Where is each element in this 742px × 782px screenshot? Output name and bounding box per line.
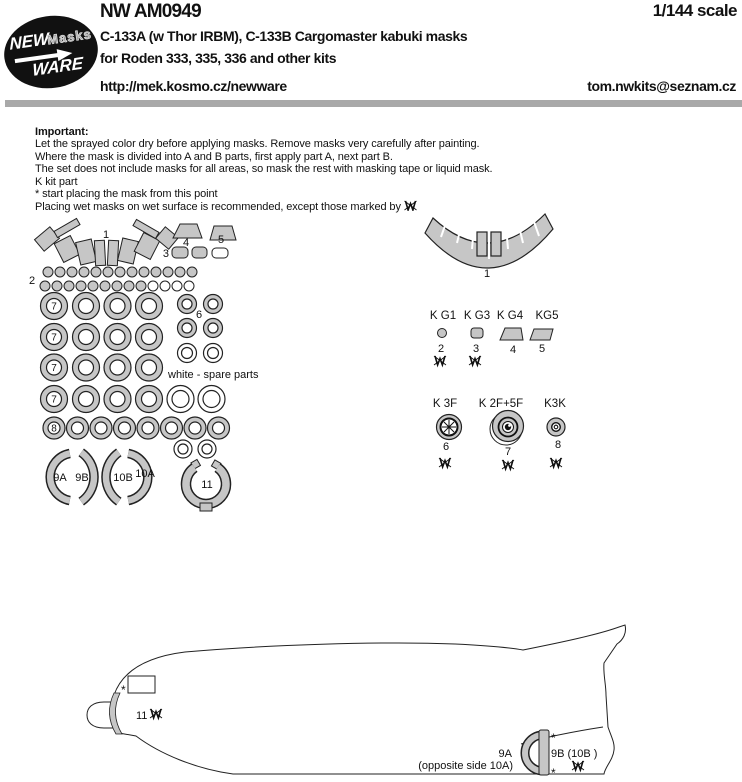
sheet-label-5: 5 <box>217 234 225 246</box>
mask-number: 6 <box>442 441 450 453</box>
wet-mark-icon <box>439 458 451 467</box>
mask-11-label: 11 <box>136 710 148 722</box>
canopy-placement-diagram <box>425 214 553 268</box>
part6-spare-rings <box>178 344 223 363</box>
wet-mark-icon <box>469 356 481 365</box>
kit-ref-label: K 2F+5F <box>478 398 524 410</box>
product-subtitle: for Roden 333, 335, 336 and other kits <box>100 50 337 66</box>
sheet-label-10a: 10A <box>135 468 155 480</box>
opposite-side-note: (opposite side 10A) <box>418 760 513 772</box>
part2-circle-row-top <box>43 267 197 277</box>
part7-number: 7 <box>51 301 57 313</box>
instruction-line: K kit part <box>35 175 78 188</box>
part7-number: 7 <box>51 363 57 374</box>
mask-shape-3 <box>471 328 483 338</box>
mask-shape-5 <box>530 329 553 340</box>
mask-number: 7 <box>504 446 512 458</box>
start-point-star: * <box>551 766 556 780</box>
wet-mark-icon <box>502 460 514 469</box>
kit-ref-label: K3K <box>544 398 566 410</box>
canopy-mask-pieces-sheet <box>35 218 179 265</box>
sheet-label-6: 6 <box>195 309 203 321</box>
mask-number: 3 <box>472 343 480 355</box>
part7-number: 7 <box>51 332 57 344</box>
sheet-label-2: 2 <box>29 275 36 287</box>
start-point-star: * <box>551 731 556 745</box>
kg-parts-group <box>430 310 559 365</box>
mask-shape-4 <box>500 328 523 340</box>
fuselage-diagram <box>87 625 626 780</box>
wet-mark-icon <box>434 356 446 365</box>
sheet-label-10b: 10B <box>113 472 133 484</box>
product-code: NW AM0949 <box>100 1 201 22</box>
mask-9a-label: 9A <box>498 748 512 760</box>
mask-9b-label: 9B (10B ) <box>551 748 598 760</box>
logo-text-masks: Masks <box>46 26 93 48</box>
kit-ref-label: K 3F <box>432 398 458 410</box>
wheel-mask-7 <box>490 411 524 446</box>
spare-parts-note: white - spare parts <box>168 369 259 381</box>
part7-spare-rings <box>167 386 225 413</box>
instruction-line: Let the sprayed color dry before applying masks. Remove masks very carefully after painting. <box>35 138 480 151</box>
part7-number: 7 <box>51 394 57 406</box>
wet-mark-icon <box>550 458 562 467</box>
logo-text-new: NEW <box>9 29 50 54</box>
start-point-star: * <box>121 683 126 697</box>
mask-number: 4 <box>509 344 517 356</box>
wheel-mask-6 <box>437 415 462 440</box>
sheet-label-9a: 9A <box>53 472 67 484</box>
instruction-line: Where the mask is divided into A and B parts, first apply part A, next part B. <box>35 150 393 163</box>
kit-ref-label: K G3 <box>463 310 491 322</box>
sheet-label-11: 11 <box>201 479 213 491</box>
sheet-label-3: 3 <box>162 248 169 260</box>
part8-spare-rings <box>174 440 216 458</box>
mask-number: 8 <box>554 439 562 451</box>
kit-ref-label: K G4 <box>496 310 524 322</box>
sheet-label-9b: 9B <box>75 472 89 484</box>
instructions-heading: Important: <box>35 126 89 138</box>
instruction-line: Placing wet masks on wet surface is recommended, except those marked by <box>35 200 555 213</box>
scale-label: 1/144 scale <box>652 1 737 20</box>
mask-number: 2 <box>437 343 445 355</box>
logo-text-ware: WARE <box>32 53 83 80</box>
product-title: C-133A (w Thor IRBM), C-133B Cargomaster kabuki masks <box>100 28 468 44</box>
sheet-label-1: 1 <box>102 229 110 241</box>
mask-shape-2 <box>438 329 447 338</box>
kit-ref-label: K G1 <box>429 310 457 322</box>
part2-circle-row-bottom <box>40 281 194 291</box>
instruction-line: The set does not include masks for all areas, so mask the rest with masking tape or liquid mask. <box>35 163 493 176</box>
kit-ref-label: KG5 <box>535 310 559 322</box>
canopy-placement-label: 1 <box>483 268 491 280</box>
website-url: http://mek.kosmo.cz/newware <box>100 78 287 94</box>
instruction-line: * start placing the mask from this point <box>35 188 218 201</box>
contact-email: tom.nwkits@seznam.cz <box>587 78 736 94</box>
wheel-masks-group <box>433 398 566 469</box>
sheet-parts-345 <box>172 224 236 258</box>
mask-number: 5 <box>538 343 546 355</box>
sheet-label-4: 4 <box>182 237 190 249</box>
wheel-mask-8 <box>547 418 565 436</box>
part8-number: 8 <box>51 423 57 435</box>
cockpit-window-outline <box>128 676 155 693</box>
part6-rings <box>178 295 223 363</box>
